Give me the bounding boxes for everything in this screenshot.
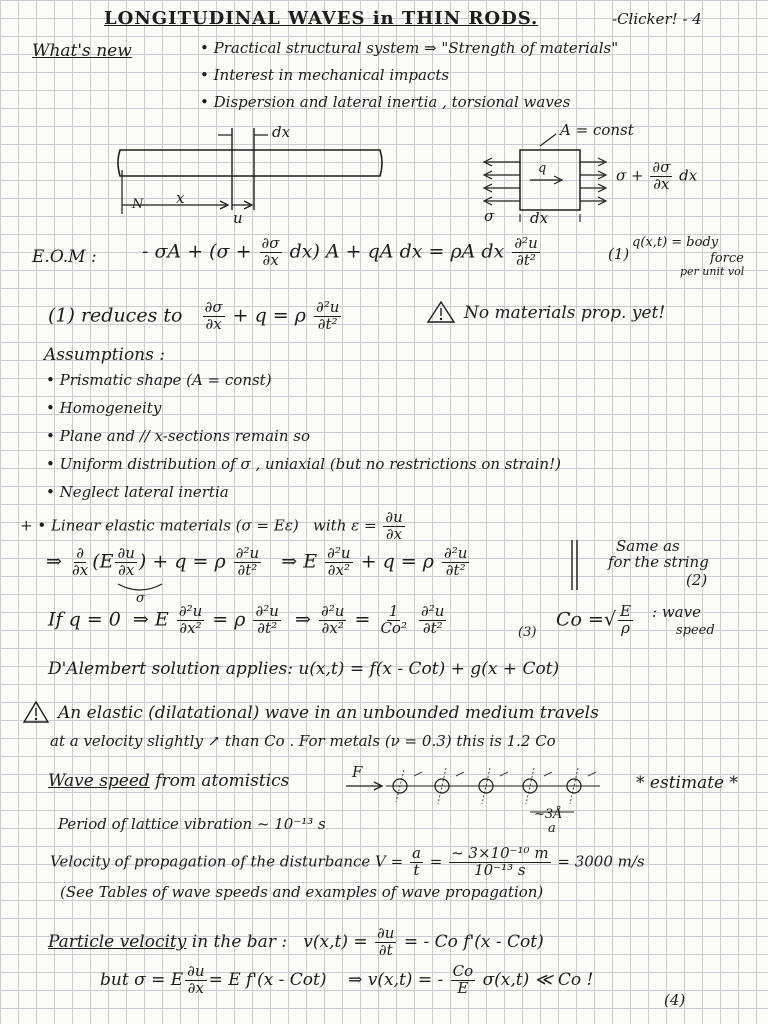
- element-q-label: q: [538, 161, 547, 176]
- whats-new-label: What's new: [32, 41, 132, 61]
- estimate-note: * estimate *: [636, 773, 739, 793]
- lattice-spacing: ~3Å: [534, 807, 563, 822]
- eom-label: E.O.M :: [32, 247, 97, 267]
- derivation-line: ⇒ $\frac{\partial}{\partial x}$ (E $\frac{\partial u}{\partial x}$ ) + q = ρ $\frac{\text{∂²u}}{\text{∂t²}}$ ⇒ E $\frac{\text{∂²u}}{\text{∂x²}}$ + q = ρ $\frac{\text{∂²u}}{\text{∂t²}}$: [46, 544, 468, 579]
- eom-tag: (1): [608, 245, 630, 263]
- equation-tag-4: (4): [664, 991, 686, 1009]
- assumption-6: + • Linear elastic materials (σ = Eε) with ε = $\frac{\partial u}{\partial x}$: [20, 508, 403, 543]
- equation-tag-3: (3): [518, 625, 537, 640]
- wave-equation-line: If q = 0 ⇒ E $\frac{\text{∂²u}}{\text{∂x²}}$ = ρ $\frac{\text{∂²u}}{\text{∂t²}}$ ⇒ $\frac{\text{∂²u}}{\text{∂x²}}$ = $\frac{1}{\text{Co²}}$ $\frac{\text{∂²u}}{\text{∂t²}}$: [48, 602, 445, 637]
- dalembert-line: D'Alembert solution applies: u(x,t) = f(x - Cot) + g(x + Cot): [48, 659, 560, 679]
- assumption-5: • Neglect lateral inertia: [46, 483, 229, 501]
- whats-new-item-3: • Dispersion and lateral inertia , torsional waves: [200, 93, 571, 111]
- assumptions-label: Assumptions :: [44, 345, 165, 365]
- assumption-1: • Prismatic shape (A = const): [46, 371, 272, 389]
- reduces-line: (1) reduces to $\frac{\partial\sigma}{\partial x}$ + q = ρ $\frac{\text{∂²u}}{\text{∂t²}}$: [48, 298, 340, 333]
- clicker-note: -Clicker! - 4: [612, 10, 702, 28]
- lattice-alpha: a: [548, 821, 556, 836]
- eom-note-2: force: [710, 251, 744, 266]
- rod-dx-label: dx: [272, 123, 291, 141]
- element-sigma-left: σ: [484, 207, 495, 225]
- wave-speed-label: : wave: [652, 603, 701, 621]
- element-sigma-right: σ + $\frac{\partial\sigma}{\partial x}$ dx: [616, 158, 698, 193]
- whats-new-item-2: • Interest in mechanical impacts: [200, 66, 450, 84]
- element-area-label: A = const: [560, 121, 634, 139]
- assumption-2: • Homogeneity: [46, 399, 162, 417]
- wave-speed-def: Co =√ $\frac{E}{\rho}$: [556, 602, 631, 637]
- rod-u-label: u: [233, 209, 243, 227]
- eom-note-3: per unit vol: [680, 265, 745, 278]
- particle-velocity-result: but σ = E $\frac{\partial u}{\partial x}$ = E f'(x - Cot) ⇒ v(x,t) = - $\frac{Co}{E}$ σ(x,t) ≪ Co !: [100, 962, 594, 997]
- elastic-wave-line-2: at a velocity slightly ↗ than Co . For metals (ν = 0.3) this is 1.2 Co: [50, 732, 556, 750]
- whats-new-item-1: • Practical structural system ⇒ "Strength of materials": [200, 39, 619, 57]
- eom-note-1: q(x,t) = body: [632, 235, 719, 250]
- lattice-period: Period of lattice vibration ~ 10⁻¹³ s: [58, 815, 326, 833]
- page-title: LONGITUDINAL WAVES in THIN RODS.: [104, 8, 539, 29]
- atomistics-title: Wave speed from atomistics: [48, 771, 290, 791]
- equation-tag-2: (2): [686, 571, 708, 589]
- eom-equation: - σA + (σ + $\frac{\partial\sigma}{\partial x}$ dx) A + qA dx = ρA dx $\frac{\text{∂²u}}{\text{∂t²}}$: [142, 234, 538, 269]
- same-as-note: Same as: [616, 537, 680, 555]
- assumption-3: • Plane and // x-sections remain so: [46, 427, 311, 445]
- rod-origin-mark: N: [132, 197, 144, 212]
- force-label: F: [352, 763, 363, 781]
- wave-speed-label-2: speed: [676, 623, 715, 638]
- propagation-velocity: Velocity of propagation of the disturbance V = $\frac{a}{t}$ = $\frac{\text{\textasciitilde{} 3×10⁻¹⁰ m}}{\text{10⁻¹³ s}}$ = 3000 m/s: [50, 844, 645, 879]
- sigma-under-brace: σ: [136, 591, 145, 606]
- assumption-4: • Uniform distribution of σ , uniaxial (but no restrictions on strain!): [46, 455, 561, 473]
- see-tables-note: (See Tables of wave speeds and examples of wave propagation): [60, 883, 544, 901]
- elastic-wave-line-1: An elastic (dilatational) wave in an unbounded medium travels: [58, 703, 599, 723]
- particle-velocity-line: Particle velocity in the bar : v(x,t) = $\frac{\partial u}{\partial t}$ = - Co f'(x - Cot): [48, 924, 544, 959]
- for-string-note: for the string: [608, 553, 709, 571]
- rod-x-label: x: [176, 189, 185, 207]
- element-dx-label: dx: [530, 209, 549, 227]
- no-materials-note: No materials prop. yet!: [464, 303, 666, 323]
